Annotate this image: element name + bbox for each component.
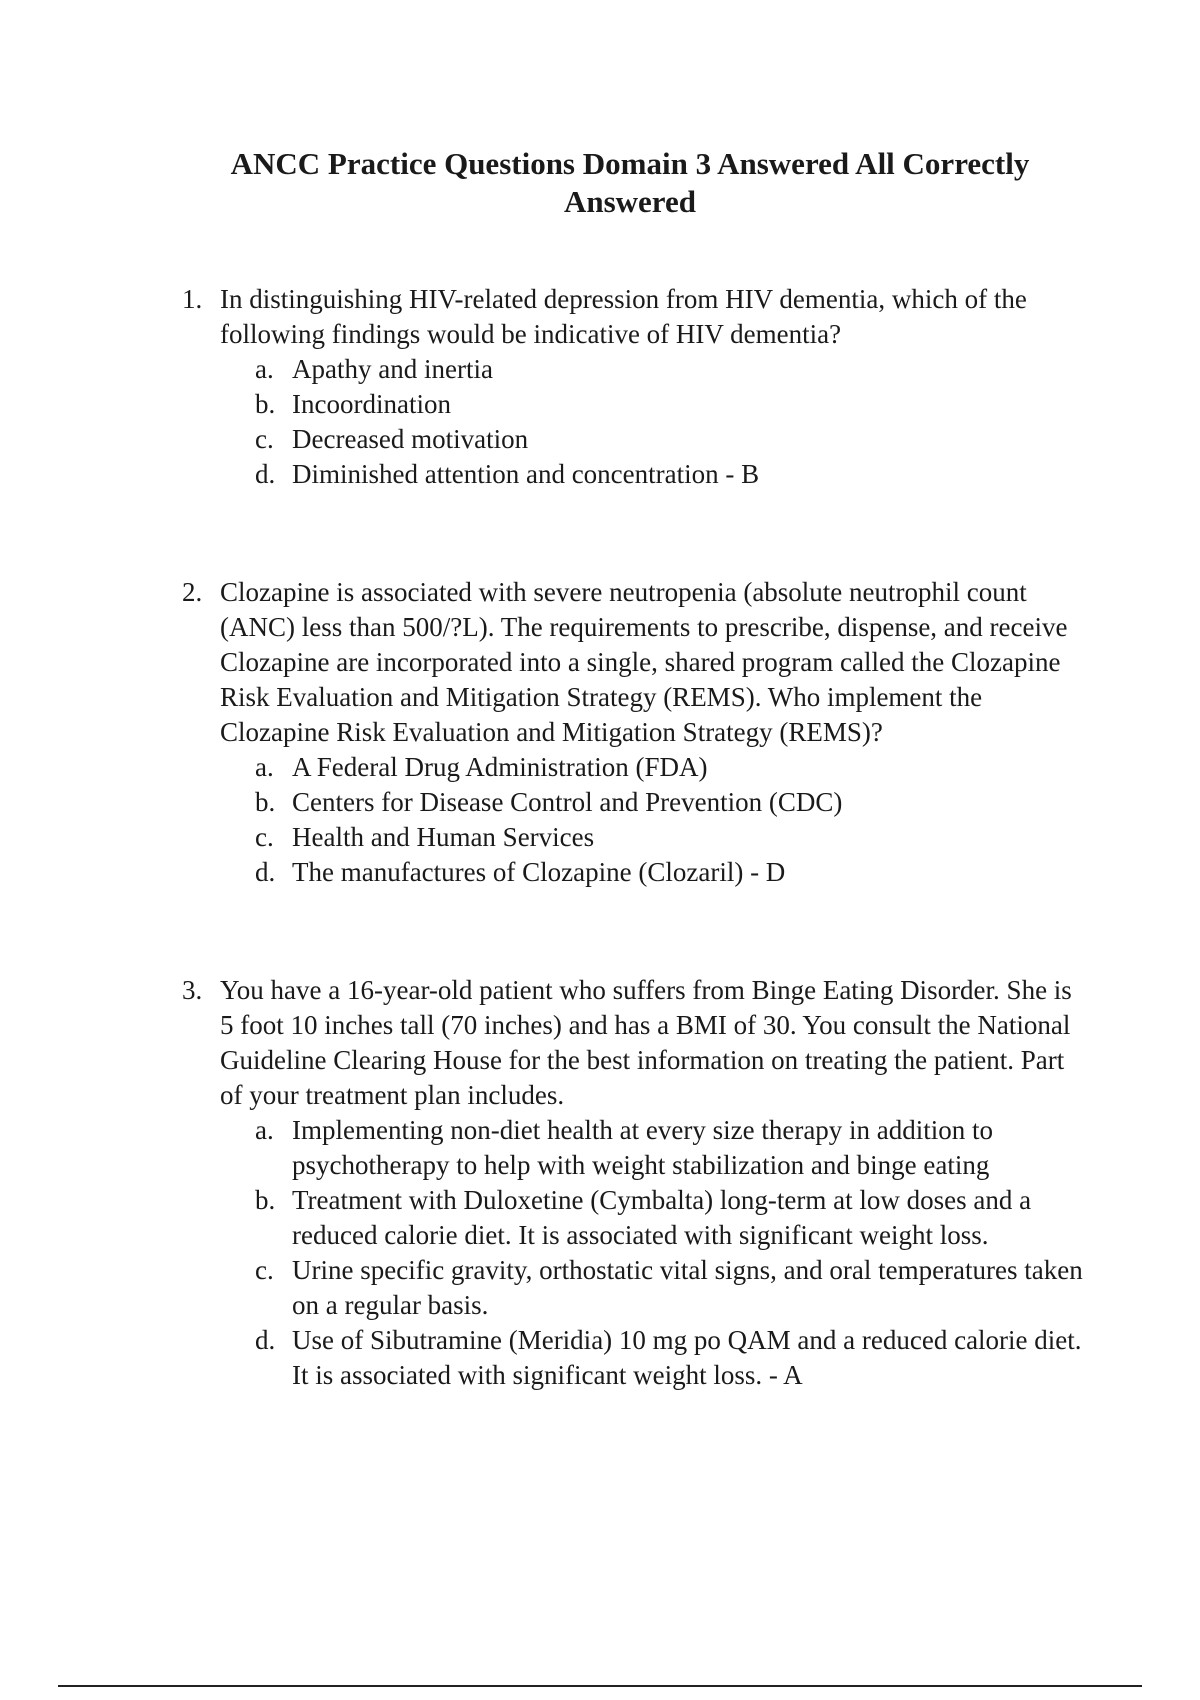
option-letter: b. (255, 1185, 276, 1215)
question-item (0, 973, 1200, 1393)
option-text: Diminished attention and concentration - B (292, 459, 760, 489)
option-letter: d. (255, 1325, 276, 1355)
question-text: You have a 16-year-old patient who suffers from Binge Eating Disorder. She is 5 foot 10 inches tall (70 inches) and has a BMI of 30. You consult the National Guideline Clearing House for the best information on treating the patient. Part of your treatment plan includes. (220, 975, 1072, 1110)
option-text: Centers for Disease Control and Prevention (CDC) (292, 787, 843, 817)
option-letter: b. (255, 787, 276, 817)
answer-options (220, 750, 1090, 890)
option-text: Apathy and inertia (292, 354, 493, 384)
option-letter: c. (255, 822, 274, 852)
answer-option (220, 750, 1090, 785)
question-number: 1. (182, 284, 203, 314)
option-letter: c. (255, 424, 274, 454)
option-text: Urine specific gravity, orthostatic vital signs, and oral temperatures taken on a regular basis. (292, 1255, 1083, 1320)
answer-options (220, 1113, 1090, 1393)
answer-option (220, 422, 1090, 457)
option-text: Use of Sibutramine (Meridia) 10 mg po QAM and a reduced calorie diet. It is associated with significant weight loss. - A (292, 1325, 1082, 1390)
option-text: Decreased motivation (292, 424, 529, 454)
question-number: 2. (182, 577, 203, 607)
answer-option (220, 387, 1090, 422)
answer-option (220, 1323, 1090, 1393)
question-text: Clozapine is associated with severe neutropenia (absolute neutrophil count (ANC) less than 500/?L). The requirements to prescribe, dispense, and receive Clozapine are incorporated into a single, shared program called the Clozapine Risk Evaluation and Mitigation Strategy (REMS). Who implement the Clozapine Risk Evaluation and Mitigation Strategy (REMS)? (220, 577, 1068, 747)
option-text: Implementing non-diet health at every size therapy in addition to psychotherapy to help with weight stabilization and binge eating (292, 1115, 994, 1180)
answer-option (220, 457, 1090, 492)
option-text: A Federal Drug Administration (FDA) (292, 752, 708, 782)
answer-option (220, 855, 1090, 890)
answer-options (220, 352, 1090, 492)
question-list (0, 282, 1200, 1393)
question-item (0, 575, 1200, 890)
answer-option (220, 1183, 1090, 1253)
option-text: Treatment with Duloxetine (Cymbalta) long-term at low doses and a reduced calorie diet. It is associated with significant weight loss. (292, 1185, 1032, 1250)
question-item (0, 282, 1200, 492)
document-title: ANCC Practice Questions Domain 3 Answered All Correctly Answered (230, 146, 1030, 219)
option-letter: d. (255, 857, 276, 887)
option-letter: b. (255, 389, 276, 419)
answer-option (220, 352, 1090, 387)
option-text: Health and Human Services (292, 822, 595, 852)
footer-divider (58, 1685, 1142, 1687)
question-text: In distinguishing HIV-related depression from HIV dementia, which of the following findings would be indicative of HIV dementia? (220, 284, 1027, 349)
option-letter: d. (255, 459, 276, 489)
option-letter: a. (255, 354, 274, 384)
option-text: Incoordination (292, 389, 451, 419)
answer-option (220, 1253, 1090, 1323)
option-text: The manufactures of Clozapine (Clozaril) - D (292, 857, 786, 887)
question-number: 3. (182, 975, 203, 1005)
option-letter: c. (255, 1255, 274, 1285)
option-letter: a. (255, 1115, 274, 1145)
answer-option (220, 1113, 1090, 1183)
answer-option (220, 785, 1090, 820)
option-letter: a. (255, 752, 274, 782)
answer-option (220, 820, 1090, 855)
